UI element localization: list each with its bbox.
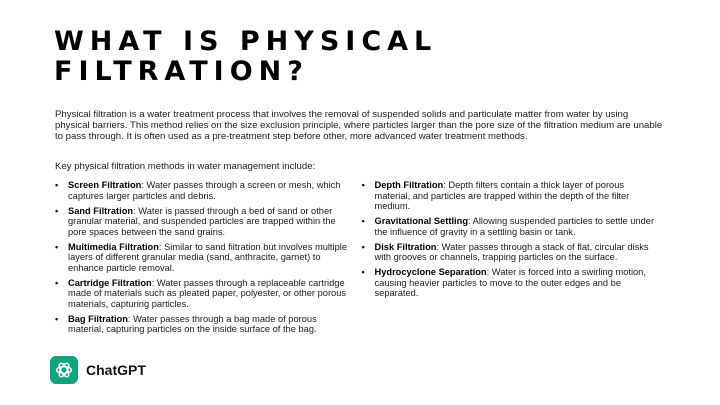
method-description: : Water passes through a screen or mesh, which captures larger particles and debris. bbox=[68, 180, 341, 201]
method-item bbox=[362, 180, 661, 212]
methods-lead-text: Key physical filtration methods in water management include: bbox=[55, 161, 316, 172]
method-name: Gravitational Settling bbox=[374, 216, 468, 226]
bullet-icon: • bbox=[55, 277, 59, 288]
bullet-icon: • bbox=[55, 241, 59, 252]
method-name: Hydrocyclone Separation bbox=[374, 267, 487, 277]
brand-footer bbox=[50, 356, 146, 384]
method-item bbox=[55, 242, 354, 274]
method-item bbox=[55, 314, 354, 335]
method-description: : Water passes through a stack of flat, circular disks with grooves or channels, trapping particles on the surface. bbox=[374, 241, 649, 262]
method-description: : Similar to sand filtration but involves multiple layers of different granular media (sand, anthracite, garnet) to enhance particle removal. bbox=[68, 241, 347, 273]
method-item bbox=[55, 180, 354, 201]
bullet-icon: • bbox=[361, 241, 365, 252]
methods-list-container bbox=[55, 180, 660, 338]
method-item bbox=[55, 206, 354, 238]
bullet-icon: • bbox=[361, 216, 365, 226]
bullet-icon: • bbox=[361, 180, 365, 190]
method-name: Bag Filtration bbox=[68, 313, 128, 324]
method-item bbox=[362, 216, 661, 237]
intro-paragraph: Physical filtration is a water treatment process that involves the removal of suspended solids and particulate matter from water by using physical barriers. This method relies on the size exclusion principle, where particles larger than the pore size of the filtration medium are unable to pass through. It is often used as a pre-treatment step before other, more advanced water treatment methods. bbox=[55, 109, 663, 142]
method-description: : Water passes through a replaceable cartridge made of materials such as pleated paper, polyester, or other porous materials, capturing particles. bbox=[68, 277, 347, 309]
method-name: Sand Filtration bbox=[68, 205, 134, 216]
bullet-icon: • bbox=[361, 267, 365, 277]
method-description: : Water is forced into a swirling motion, causing heavier particles to move to the outer edges and be separated. bbox=[374, 267, 646, 298]
bullet-icon: • bbox=[55, 205, 59, 216]
method-name: Cartridge Filtration bbox=[68, 277, 152, 288]
page-title: WHAT IS PHYSICAL FILTRATION? bbox=[54, 26, 438, 87]
method-item bbox=[362, 242, 661, 263]
chatgpt-logo-icon bbox=[50, 356, 78, 384]
method-description: : Water is passed through a bed of sand or other granular material, and suspended particles are trapped within the pore spaces between the sand grains. bbox=[68, 205, 336, 237]
brand-name: ChatGPT bbox=[86, 362, 146, 378]
methods-list bbox=[55, 180, 660, 338]
method-item bbox=[55, 278, 354, 310]
method-name: Disk Filtration bbox=[374, 241, 437, 252]
method-item bbox=[362, 267, 661, 299]
bullet-icon: • bbox=[55, 180, 59, 190]
method-description: : Allowing suspended particles to settle under the influence of gravity in a settling basin or tank. bbox=[374, 216, 655, 237]
method-description: : Depth filters contain a thick layer of porous material, and particles are trapped within the depth of the filter medium. bbox=[374, 180, 630, 211]
method-name: Multimedia Filtration bbox=[68, 241, 159, 252]
method-description: : Water passes through a bag made of porous material, capturing particles on the inside surface of the bag. bbox=[68, 313, 317, 334]
bullet-icon: • bbox=[55, 313, 59, 324]
method-name: Screen Filtration bbox=[68, 180, 142, 190]
method-name: Depth Filtration bbox=[374, 180, 444, 190]
